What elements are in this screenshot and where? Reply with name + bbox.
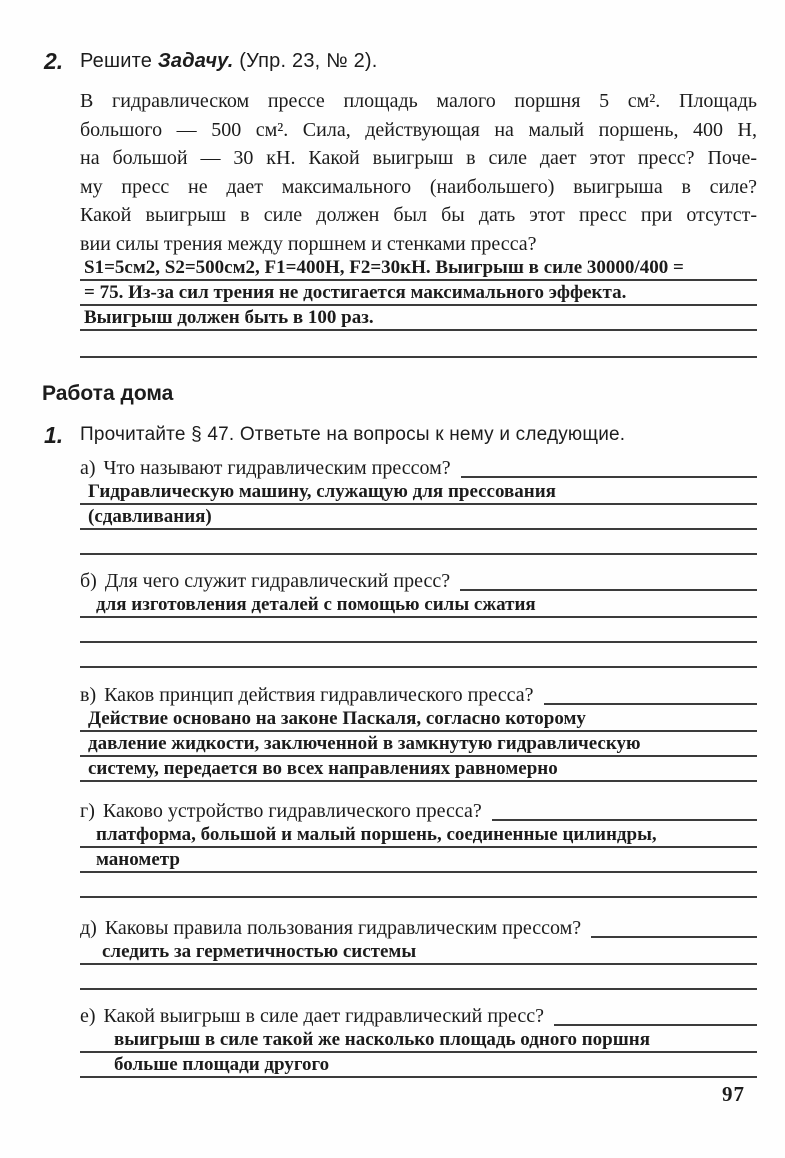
homework-heading: Работа дома — [42, 382, 174, 405]
empty-ruled-line — [80, 965, 757, 990]
question-text: Для чего служит гидравлический пресс? — [104, 570, 451, 592]
answer-line: для изготовления деталей с помощью силы сжатия — [80, 593, 757, 618]
answer-line: Выигрыш должен быть в 100 раз. — [80, 306, 757, 331]
questions-list — [80, 454, 757, 1078]
question-text: Что называют гидравлическим прессом? — [103, 457, 451, 479]
answer-blank-line — [544, 683, 757, 705]
answer-line: манометр — [80, 848, 757, 873]
problem-line: му пресс не дает максимального (наибольшего) выигрыша в силе? — [80, 175, 757, 198]
problem-line: на большой — 30 кН. Какой выигрыш в силе дает этот пресс? Поче- — [80, 147, 757, 169]
problem-line: В гидравлическом прессе площадь малого поршня 5 см². Площадь — [80, 90, 757, 112]
empty-ruled-line — [80, 530, 757, 555]
answer-line: Гидравлическую машину, служащую для прессования — [80, 480, 757, 505]
answer-blank-line — [461, 456, 757, 478]
answer-blank-line — [492, 799, 757, 821]
empty-ruled-line — [80, 331, 757, 358]
task2-title — [80, 48, 378, 74]
question-g — [80, 797, 757, 898]
question-row — [80, 1002, 757, 1028]
question-text: Какой выигрыш в силе дает гидравлический пресс? — [103, 1005, 545, 1027]
answer-blank-line — [554, 1004, 757, 1026]
page-number: 97 — [722, 1082, 745, 1106]
answer-line: больше площади другого — [80, 1053, 757, 1078]
question-text: Каков принцип действия гидравлического пресса? — [104, 684, 534, 706]
question-row — [80, 567, 757, 593]
homework-task1 — [44, 422, 757, 448]
answer-blank-line — [460, 569, 757, 591]
question-row — [80, 454, 757, 480]
task2-number: 2. — [44, 48, 64, 74]
problem-statement — [80, 87, 757, 258]
empty-ruled-line — [80, 643, 757, 668]
task2-title-lead: Решите — [80, 50, 153, 72]
problem-line: большого — 500 см². Сила, действующая на малый поршень, 400 Н, — [80, 118, 757, 141]
question-a — [80, 454, 757, 555]
task2-title-tail: (Упр. 23, № 2). — [239, 50, 378, 72]
question-letter: д) — [80, 917, 97, 939]
problem-line: Какой выигрыш в силе должен был бы дать этот пресс при отсутст- — [80, 204, 757, 226]
question-letter: е) — [80, 1005, 96, 1027]
answer-line: систему, передается во всех направлениях равномерно — [80, 757, 757, 782]
question-text: Каковы правила пользования гидравлическим прессом? — [104, 917, 582, 939]
question-row — [80, 681, 757, 707]
question-text: Каково устройство гидравлического пресса? — [102, 800, 482, 822]
answer-line: S1=5см2, S2=500см2, F1=400Н, F2=30кН. Выигрыш в силе 30000/400 = — [80, 256, 757, 281]
question-e — [80, 1002, 757, 1078]
question-letter: а) — [80, 457, 96, 479]
task2-answer-area — [80, 256, 757, 358]
question-row — [80, 797, 757, 823]
question-letter: г) — [80, 800, 95, 822]
empty-ruled-line — [80, 618, 757, 643]
answer-line: (сдавливания) — [80, 505, 757, 530]
answer-line: выигрыш в силе такой же насколько площадь одного поршня — [80, 1028, 757, 1053]
question-b — [80, 567, 757, 668]
problem-line: вии силы трения между поршнем и стенками пресса? — [80, 232, 537, 255]
task1-number: 1. — [44, 422, 64, 448]
answer-line: Действие основано на законе Паскаля, согласно которому — [80, 707, 757, 732]
empty-ruled-line — [80, 873, 757, 898]
answer-line: платформа, большой и малый поршень, соединенные цилиндры, — [80, 823, 757, 848]
task2-header — [44, 0, 757, 74]
question-letter: б) — [80, 570, 97, 592]
question-row — [80, 914, 757, 940]
question-v — [80, 681, 757, 782]
task2-title-emphasis: Задачу. — [157, 50, 234, 72]
question-letter: в) — [80, 684, 97, 706]
answer-line: следить за герметичностью системы — [80, 940, 757, 965]
task1-text: Прочитайте § 47. Ответьте на вопросы к нему и следующие. — [80, 424, 626, 445]
answer-blank-line — [591, 916, 757, 938]
answer-line: давление жидкости, заключенной в замкнутую гидравлическую — [80, 732, 757, 757]
question-d — [80, 914, 757, 990]
answer-line: = 75. Из-за сил трения не достигается максимального эффекта. — [80, 281, 757, 306]
